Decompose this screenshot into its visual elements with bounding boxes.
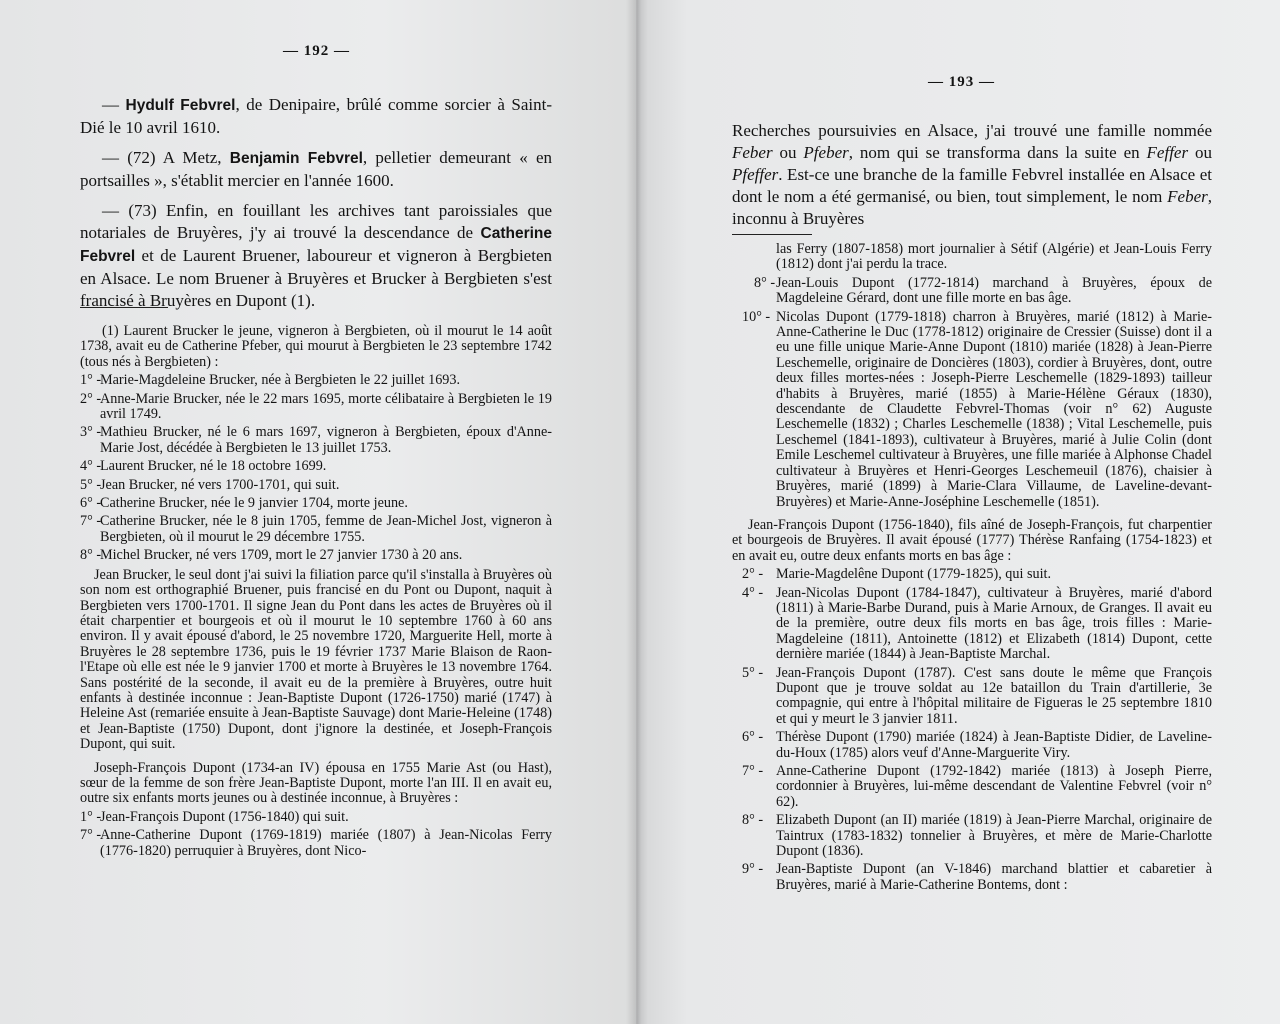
paragraph-lead: — (72) A Metz,	[102, 148, 230, 167]
left-page	[0, 0, 636, 1024]
item-number: 7° -	[80, 513, 102, 530]
list-item	[732, 813, 1212, 859]
footnote-1: (1) Laurent Brucker le jeune, vigneron à Bergbieten, où il mourut le 14 août 1738, avait eu de Catherine Pfeber, qui mourut à Bergbieten le 23 septembre 1742 (tous nés à Bergbieten) :	[80, 323, 552, 370]
name-bold: Hydulf Febvrel	[125, 97, 236, 114]
item-text: Marie-Magdeleine Brucker, née à Bergbieten le 22 juillet 1693.	[100, 372, 461, 389]
list-item	[80, 459, 552, 474]
name-bold: Catherine Febvrel	[80, 225, 552, 265]
paragraph-text: ou	[1188, 143, 1213, 162]
list-item	[732, 586, 1212, 663]
italic-name: Feber	[1167, 187, 1208, 206]
name-bold: Benjamin Febvrel	[229, 150, 363, 167]
list-item	[80, 548, 552, 563]
descendants-list	[80, 810, 552, 859]
item-text: Jean-Nicolas Dupont (1784-1847), cultivateur à Bruyères, marié d'abord (1811) à Marie-Barbe Durand, puis à Marie Arnoux, de Granges. Il avait eu de la première, outre deux fils morts en bas âge, trois filles : Marie-Magdeleine (1811), Antoinette (1812) et Elizabeth (1814) Dupont, cette dernière mariée (1844) à Jean-Baptiste Marchal.	[776, 584, 1212, 663]
italic-name: Feber	[732, 143, 773, 162]
item-number: 6° -	[80, 495, 102, 512]
paragraph-text: ou	[772, 143, 804, 162]
list-item	[80, 810, 552, 825]
list-item	[732, 862, 1212, 893]
page-number: — 192 —	[283, 43, 350, 59]
list-item	[80, 392, 552, 423]
list-item	[732, 730, 1212, 761]
dash: —	[102, 95, 126, 114]
footnote-rule	[732, 234, 812, 235]
item-number: 1° -	[80, 808, 102, 825]
italic-name: Feffer	[1146, 143, 1189, 162]
item-text: Anne-Catherine Dupont (1769-1819) mariée (1807) à Jean-Nicolas Ferry (1776-1820) perruquier à Bruyères, dont Nico-	[100, 827, 552, 859]
item-text: Jean-François Dupont (1756-1840) qui suit.	[100, 808, 349, 825]
paragraph-text: , inconnu à Bruyères	[732, 187, 1212, 228]
footnote-list	[80, 373, 552, 563]
paragraph-text: , nom qui se transforma dans la suite en	[848, 143, 1147, 162]
paragraph-text: et de Laurent Bruener, laboureur et vigneron à Bergbieten en Alsace. Le nom Bruener à Bruyères et Brucker à Bergbieten s'est francisé à Bruyères en Dupont (1).	[80, 246, 552, 310]
item-number: 2° -	[742, 566, 764, 583]
item-text: Catherine Brucker, née le 8 juin 1705, femme de Jean-Michel Jost, vigneron à Bergbieten, où il mourut le 29 décembre 1755.	[100, 513, 552, 545]
page-number: — 193 —	[928, 74, 995, 90]
item-text: Anne-Catherine Dupont (1792-1842) mariée (1813) à Joseph Pierre, cordonnier à Bruyères, lui-même descendant de Valentine Febvrel (voir n° 62).	[776, 763, 1212, 810]
italic-name: Pfeber	[803, 143, 849, 162]
item-number: 4° -	[742, 584, 764, 601]
item-text: Nicolas Dupont (1779-1818) charron à Bruyères, marié (1812) à Marie-Anne-Catherine le Duc (1778-1812) originaire de Cressier (Suisse) dont il a eu une fille unique Marie-Anne Dupont (1810) mariée (1828) à Jean-Pierre Leschemelle, originaire de Doncières (1803), cordier à Bruyères, dont, outre deux filles mortes-nées : Joseph-Pierre Leschemelle (1829-1893) tailleur d'habits à Bruyères, marié (1855) à Marie-Hélène Géraux (1830), descendante de Claudette Febvrel-Thomas (voir n° 62) Auguste Leschemelle (1832) ; Charles Leschemelle (1838) ; Vital Leschemelle, puis Leschemel (1841-1893), cultivateur à Bruyères, marié à Julie Colin (dont Emile Leschemel cultivateur à Bruyères, une fille mariée à Alphonse Chadel cultivateur à Bruyères et Henri-Georges Leschemeuil (1876), chaisier à Bruyères, marié (1899) à Marie-Clara Villaume, de Laveline-devant-Bruyères) et Marie-Anne-Joséphine Leschemelle (1851).	[776, 308, 1212, 510]
item-number: 5° -	[742, 664, 764, 681]
item-text: Michel Brucker, né vers 1709, mort le 27 janvier 1730 à 20 ans.	[100, 547, 463, 564]
paragraph-text: , pelletier demeurant « en portsailles », s'établit mercier en l'année 1600.	[80, 148, 552, 190]
item-number: 10° -	[742, 308, 771, 325]
item-number: 9° -	[742, 861, 764, 878]
item-text: Jean-François Dupont (1787). C'est sans doute le même que François Dupont que je trouve soldat au 12e bataillon du Train d'artillerie, 3e compagnie, qui entre à l'hôpital militaire de Figueras le 25 septembre 1810 et qui y meurt le 3 janvier 1811.	[776, 664, 1212, 727]
footnote-rule	[80, 307, 168, 308]
item-number: 7° -	[742, 763, 764, 779]
item-text: Anne-Marie Brucker, née le 22 mars 1695, morte célibataire à Bergbieten le 19 avril 1749.	[100, 390, 552, 423]
paragraph-jean-francois: Jean-François Dupont (1756-1840), fils aîné de Joseph-François, fut charpentier et bourgeois de Bruyères. Il avait épousé (1777) Thérèse Ranfaing (1754-1823) et en avait eu, outre deux enfants morts en bas âge :	[732, 516, 1212, 564]
list-item	[732, 764, 1212, 810]
children-list	[732, 567, 1212, 893]
item-text: Elizabeth Dupont (an II) mariée (1819) à Jean-Pierre Marchal, originaire de Taintrux (1783-1832) tonnelier à Bruyères, et mère de Marie-Charlotte Dupont (1836).	[776, 812, 1212, 860]
list-item	[732, 666, 1212, 728]
paragraph-72	[80, 147, 552, 192]
item-text: Thérèse Dupont (1790) mariée (1824) à Jean-Baptiste Didier, de Laveline-du-Houx (1785) alors veuf d'Anne-Marguerite Viry.	[776, 729, 1212, 761]
paragraph-alsace	[732, 120, 1212, 230]
paragraph-text: . Est-ce une branche de la famille Febvrel installée en Alsace et dont le nom a été germanisé, ou bien, tout simplement, le nom	[732, 165, 1212, 206]
paragraph-hydulf	[80, 94, 552, 139]
paragraph-text: Recherches poursuivies en Alsace, j'ai trouvé une famille nommée	[732, 121, 1212, 140]
item-number: 4° -	[80, 458, 102, 475]
list-item	[80, 514, 552, 545]
paragraph-text: , de Denipaire, brûlé comme sorcier à Saint-Dié le 10 avril 1610.	[80, 95, 552, 137]
item-number: 6° -	[742, 729, 764, 746]
item-number: 1° -	[80, 372, 102, 389]
item-text: Jean-Louis Dupont (1772-1814) marchand à Bruyères, époux de Magdeleine Gérard, dont une fille morte en bas âge.	[776, 274, 1212, 307]
list-item	[80, 425, 552, 456]
italic-name: Pfeffer	[732, 165, 779, 184]
paragraph-lead: — (73) Enfin, en fouillant les archives tant paroissiales que notariales de Bruyères, j'y ai trouvé la descendance de	[80, 201, 552, 242]
item-text: Jean Brucker, né vers 1700-1701, qui suit.	[100, 476, 340, 493]
item-text: Mathieu Brucker, né le 6 mars 1697, vigneron à Bergbieten, époux d'Anne-Marie Jost, décédée à Bergbieten le 13 juillet 1753.	[100, 424, 552, 456]
list-item	[80, 496, 552, 511]
paragraph-jean-brucker: Jean Brucker, le seul dont j'ai suivi la filiation parce qu'il s'installa à Bruyères où son nom est orthographié Bruener, puis francisé en du Pont ou Dupont, naquit à Bergbieten vers 1700-1701. Il signe Jean du Pont dans les actes de Bruyères où il était charpentier et bourgeois et où il mourut le 10 septembre 1760 à 60 ans environ. Il y avait épousé d'abord, le 25 novembre 1720, Marguerite Hell, morte à Bruyères le 28 septembre 1736, puis le 19 février 1737 Marie Blaison de Raon-l'Etape où elle est née le 9 janvier 1700 et morte à Bruyères le 13 novembre 1764. Sans postérité de la seconde, il avait eu de la première à Bruyères, outre huit enfants à destinée inconnue : Jean-Baptiste Dupont (1726-1750) marié (1747) à Heleine Ast (remariée ensuite à Jean-Baptiste Sauvage) dont Marie-Heleine (1748) et Jean-Baptiste (1750) Dupont, dont j'ignore la destinée, et Joseph-François Dupont, qui suit.	[80, 566, 552, 753]
item-text: Catherine Brucker, née le 9 janvier 1704, morte jeune.	[100, 495, 408, 512]
list-item	[80, 373, 552, 388]
list-item	[732, 567, 1212, 582]
list-item	[732, 276, 1212, 307]
book-gutter	[626, 0, 648, 1024]
paragraph-joseph-francois: Joseph-François Dupont (1734-an IV) épousa en 1755 Marie Ast (ou Hast), sœur de la femme de son frère Jean-Baptiste Dupont, morte l'an III. Il en avait eu, outre six enfants morts jeunes ou à destinée inconnue, à Bruyères :	[80, 759, 552, 807]
right-page	[636, 0, 1280, 1024]
item-number: 8° -	[754, 274, 776, 291]
item-number: 8° -	[742, 812, 764, 829]
list-item	[80, 828, 552, 859]
item-number: 5° -	[80, 476, 102, 493]
list-item	[732, 310, 1212, 510]
item-number: 7° -	[80, 827, 102, 844]
descendants-list	[732, 276, 1212, 510]
item-number: 3° -	[80, 424, 102, 441]
item-number: 2° -	[80, 390, 102, 407]
item-text: Laurent Brucker, né le 18 octobre 1699.	[100, 458, 327, 475]
footnote-continuation: las Ferry (1807-1858) mort journalier à Sétif (Algérie) et Jean-Louis Ferry (1812) dont j'ai perdu la trace.	[776, 241, 1212, 273]
paragraph-73	[80, 200, 552, 312]
item-text: Jean-Baptiste Dupont (an V-1846) marchand blattier et cabaretier à Bruyères, marié à Marie-Catherine Bontems, dont :	[776, 861, 1212, 893]
item-text: Marie-Magdelêne Dupont (1779-1825), qui suit.	[776, 566, 1052, 583]
item-number: 8° -	[80, 547, 102, 564]
list-item	[80, 478, 552, 493]
